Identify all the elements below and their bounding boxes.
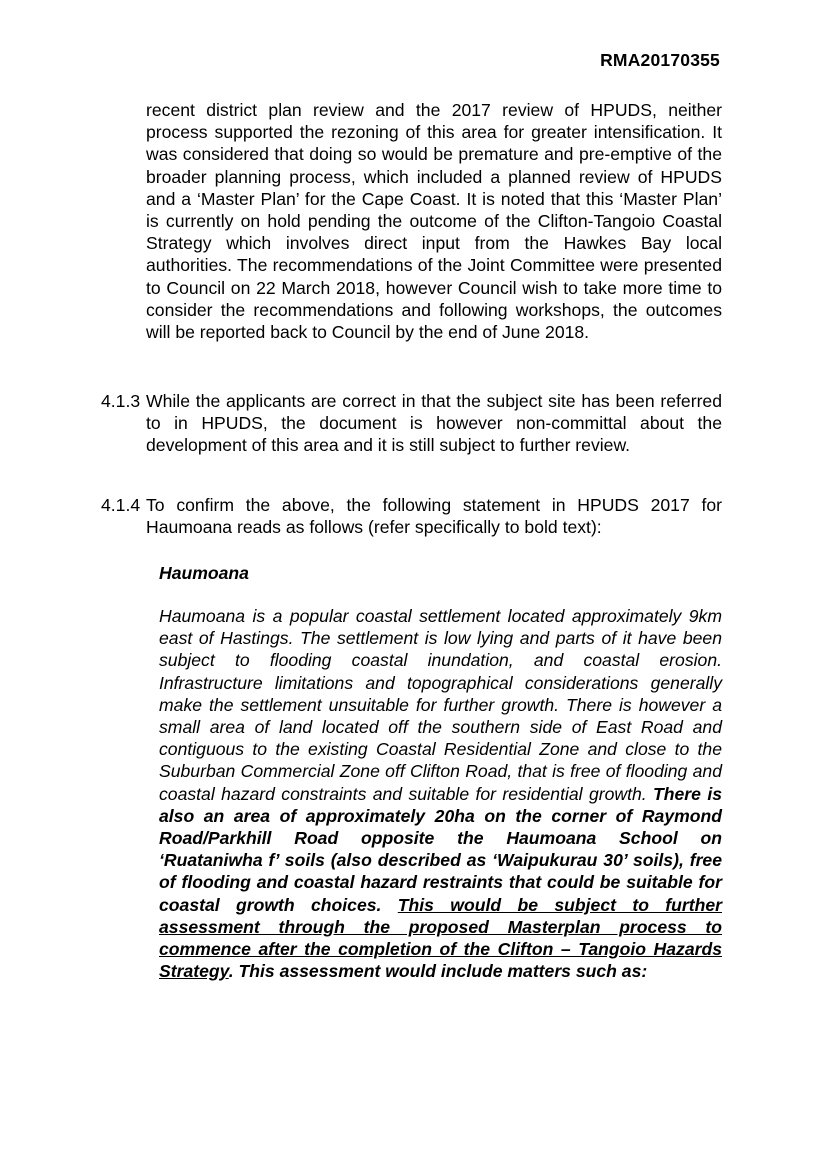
quote-bold-text: There is also an area of approximately 20ha on the corner of Raymond Road/Parkhill Road opposite the Haumoana School on ‘Ruataniwha f’ soils (also described as ‘Waipukurau 30’ soils), free of flooding and coastal hazard restraints that could be suitable for coastal growth choices. (159, 783, 722, 915)
quote-body (159, 605, 722, 982)
intro-paragraph: recent district plan review and the 2017 review of HPUDS, neither process supported the rezoning of this area for greater intensification. It was considered that doing so would be premature and pre-emptive of the broader planning process, which included a planned review of HPUDS and a ‘Master Plan’ for the Cape Coast. It is noted that this ‘Master Plan’ is currently on hold pending the outcome of the Clifton-Tangoio Coastal Strategy which involves direct input from the Hawkes Bay local authorities. The recommendations of the Joint Committee were presented to Council on 22 March 2018, however Council wish to take more time to consider the recommendations and following workshops, the outcomes will be reported back to Council by the end of June 2018. (146, 100, 722, 343)
section-number: 4.1.4 (101, 495, 141, 515)
section-text: To confirm the above, the following statement in HPUDS 2017 for Haumoana reads as follows (refer specifically to bold text): (146, 495, 722, 538)
section-4-1-3 (101, 390, 722, 457)
quote-heading: Haumoana (159, 563, 249, 583)
document-reference: RMA20170355 (600, 50, 720, 70)
section-number: 4.1.3 (101, 391, 141, 411)
quote-underlined-text: This would be subject to further assessment through the proposed Masterplan process to commence after the completion of the Clifton – Tangoio Hazards Strategy (159, 894, 722, 982)
section-text: While the applicants are correct in that the subject site has been referred to in HPUDS, the document is however non-committal about the development of this area and it is still subject to further review. (146, 391, 722, 456)
quote-bold-end-text: . This assessment would include matters such as: (228, 961, 648, 982)
quote-plain-text: Haumoana is a popular coastal settlement located approximately 9km east of Hastings. The settlement is low lying and parts of it have been subject to flooding coastal inundation, and coastal erosion. Infrastructure limitations and topographical considerations generally make the settlement unsuitable for further growth. There is however a small area of land located off the southern side of East Road and contiguous to the existing Coastal Residential Zone and close to the Suburban Commercial Zone off Clifton Road, that is free of flooding and coastal hazard constraints and suitable for residential growth. (159, 606, 722, 804)
section-4-1-4 (101, 494, 722, 538)
